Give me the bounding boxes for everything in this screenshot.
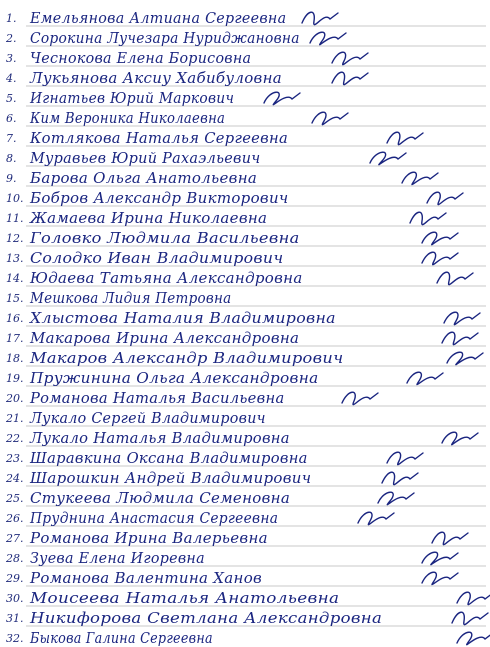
row-number: 13. bbox=[6, 252, 24, 265]
signature-mark bbox=[300, 7, 340, 27]
signature-mark bbox=[385, 127, 425, 147]
handwritten-name: Мешкова Лидия Петровна bbox=[30, 289, 232, 307]
handwritten-name: Моисеева Наталья Анатольевна bbox=[30, 589, 340, 607]
handwritten-name: Сорокина Лучезара Нуриджановна bbox=[30, 29, 300, 47]
signature-mark bbox=[440, 427, 480, 447]
handwritten-name: Барова Ольга Анатольевна bbox=[30, 169, 258, 187]
list-item bbox=[0, 607, 490, 627]
list-item bbox=[0, 347, 490, 367]
handwritten-name: Ким Вероника Николаевна bbox=[30, 109, 226, 127]
row-number: 29. bbox=[6, 572, 24, 585]
list-item bbox=[0, 427, 490, 447]
list-item bbox=[0, 507, 490, 527]
list-item bbox=[0, 567, 490, 587]
row-number: 11. bbox=[6, 212, 24, 225]
signature-mark bbox=[450, 607, 490, 627]
handwritten-name: Стукеева Людмила Семеновна bbox=[30, 489, 291, 507]
signature-mark bbox=[385, 447, 425, 467]
row-number: 20. bbox=[6, 392, 24, 405]
signature-mark bbox=[408, 207, 448, 227]
signature-mark bbox=[440, 327, 480, 347]
signature-mark bbox=[435, 267, 475, 287]
handwritten-name: Чеснокова Елена Борисовна bbox=[30, 49, 252, 67]
signature-mark bbox=[455, 587, 490, 607]
signature-mark bbox=[400, 167, 440, 187]
handwritten-name: Романова Наталья Васильевна bbox=[30, 389, 285, 407]
list-item bbox=[0, 67, 490, 87]
signature-mark bbox=[376, 487, 416, 507]
list-item bbox=[0, 407, 490, 427]
list-item bbox=[0, 527, 490, 547]
handwritten-name: Макаров Александр Владимирович bbox=[30, 349, 344, 367]
handwritten-name: Романова Валентина Ханов bbox=[30, 569, 263, 587]
signature-mark bbox=[308, 27, 348, 47]
handwritten-name: Игнатьев Юрий Маркович bbox=[30, 89, 235, 107]
row-number: 16. bbox=[6, 312, 24, 325]
list-item bbox=[0, 307, 490, 327]
row-number: 28. bbox=[6, 552, 24, 565]
row-number: 23. bbox=[6, 452, 24, 465]
row-number: 17. bbox=[6, 332, 24, 345]
list-item bbox=[0, 267, 490, 287]
handwritten-name: Жамаева Ирина Николаевна bbox=[30, 209, 268, 227]
handwritten-name: Макарова Ирина Александровна bbox=[30, 329, 300, 347]
row-number: 10. bbox=[6, 192, 24, 205]
row-number: 4. bbox=[6, 72, 17, 85]
list-item bbox=[0, 467, 490, 487]
handwritten-name: Лукьянова Аксиу Хабибуловна bbox=[30, 69, 283, 87]
signature-mark bbox=[368, 147, 408, 167]
list-item bbox=[0, 587, 490, 607]
handwritten-name: Пружинина Ольга Александровна bbox=[30, 369, 319, 387]
handwritten-name: Лукало Наталья Владимировна bbox=[30, 429, 290, 447]
handwritten-name: Солодко Иван Владимирович bbox=[30, 249, 284, 267]
signature-mark bbox=[330, 47, 370, 67]
handwritten-name: Быкова Галина Сергеевна bbox=[30, 629, 213, 647]
list-item bbox=[0, 167, 490, 187]
signature-mark bbox=[310, 107, 350, 127]
handwritten-name: Котлякова Наталья Сергеевна bbox=[30, 129, 289, 147]
row-number: 32. bbox=[6, 632, 24, 645]
list-item bbox=[0, 107, 490, 127]
handwritten-name: Хлыстова Наталия Владимировна bbox=[30, 309, 336, 327]
row-number: 12. bbox=[6, 232, 24, 245]
handwritten-name: Муравьев Юрий Рахаэльевич bbox=[30, 149, 261, 167]
signature-mark bbox=[420, 567, 460, 587]
signature-mark bbox=[420, 227, 460, 247]
list-item bbox=[0, 487, 490, 507]
row-number: 22. bbox=[6, 432, 24, 445]
row-number: 31. bbox=[6, 612, 24, 625]
row-number: 1. bbox=[6, 12, 17, 25]
signature-mark bbox=[330, 67, 370, 87]
signature-mark bbox=[380, 467, 420, 487]
signature-mark bbox=[420, 547, 460, 567]
row-number: 25. bbox=[6, 492, 24, 505]
handwritten-name: Пруднина Анастасия Сергеевна bbox=[30, 509, 279, 527]
row-number: 27. bbox=[6, 532, 24, 545]
list-item bbox=[0, 447, 490, 467]
list-item bbox=[0, 547, 490, 567]
row-number: 26. bbox=[6, 512, 24, 525]
handwritten-name: Зуева Елена Игоревна bbox=[30, 549, 205, 567]
row-number: 21. bbox=[6, 412, 24, 425]
list-item bbox=[0, 287, 490, 307]
signature-mark bbox=[442, 307, 482, 327]
row-number: 7. bbox=[6, 132, 17, 145]
row-number: 24. bbox=[6, 472, 24, 485]
row-number: 5. bbox=[6, 92, 17, 105]
handwritten-name: Шаравкина Оксана Владимировна bbox=[30, 449, 308, 467]
signature-mark bbox=[430, 527, 470, 547]
signature-mark bbox=[262, 87, 302, 107]
list-item bbox=[0, 387, 490, 407]
handwritten-name: Шарошкин Андрей Владимирович bbox=[30, 469, 312, 487]
list-item bbox=[0, 147, 490, 167]
list-item bbox=[0, 87, 490, 107]
row-number: 2. bbox=[6, 32, 17, 45]
list-item bbox=[0, 227, 490, 247]
list-item bbox=[0, 327, 490, 347]
row-number: 30. bbox=[6, 592, 24, 605]
handwritten-name: Юдаева Татьяна Александровна bbox=[30, 269, 303, 287]
row-number: 8. bbox=[6, 152, 17, 165]
list-item bbox=[0, 367, 490, 387]
row-number: 19. bbox=[6, 372, 24, 385]
handwritten-name: Никифорова Светлана Александровна bbox=[30, 609, 383, 627]
row-number: 9. bbox=[6, 172, 17, 185]
signature-mark bbox=[420, 247, 460, 267]
list-item bbox=[0, 247, 490, 267]
list-item bbox=[0, 627, 490, 647]
list-item bbox=[0, 127, 490, 147]
row-number: 3. bbox=[6, 52, 17, 65]
signature-mark bbox=[356, 507, 396, 527]
row-number: 6. bbox=[6, 112, 17, 125]
list-item bbox=[0, 207, 490, 227]
handwritten-name: Головко Людмила Васильевна bbox=[30, 229, 300, 247]
row-number: 18. bbox=[6, 352, 24, 365]
signature-mark bbox=[425, 187, 465, 207]
row-number: 14. bbox=[6, 272, 24, 285]
list-item bbox=[0, 187, 490, 207]
signature-mark bbox=[405, 367, 445, 387]
handwritten-name: Романова Ирина Валерьевна bbox=[30, 529, 268, 547]
handwritten-name: Лукало Сергей Владимирович bbox=[30, 409, 266, 427]
handwritten-name: Бобров Александр Викторович bbox=[30, 189, 289, 207]
list-item bbox=[0, 7, 490, 27]
signature-mark bbox=[455, 627, 490, 647]
signature-mark bbox=[340, 387, 380, 407]
list-item bbox=[0, 47, 490, 67]
signature-mark bbox=[445, 347, 485, 367]
row-number: 15. bbox=[6, 292, 24, 305]
handwritten-name: Емельянова Алтиана Сергеевна bbox=[30, 9, 287, 27]
list-item bbox=[0, 27, 490, 47]
